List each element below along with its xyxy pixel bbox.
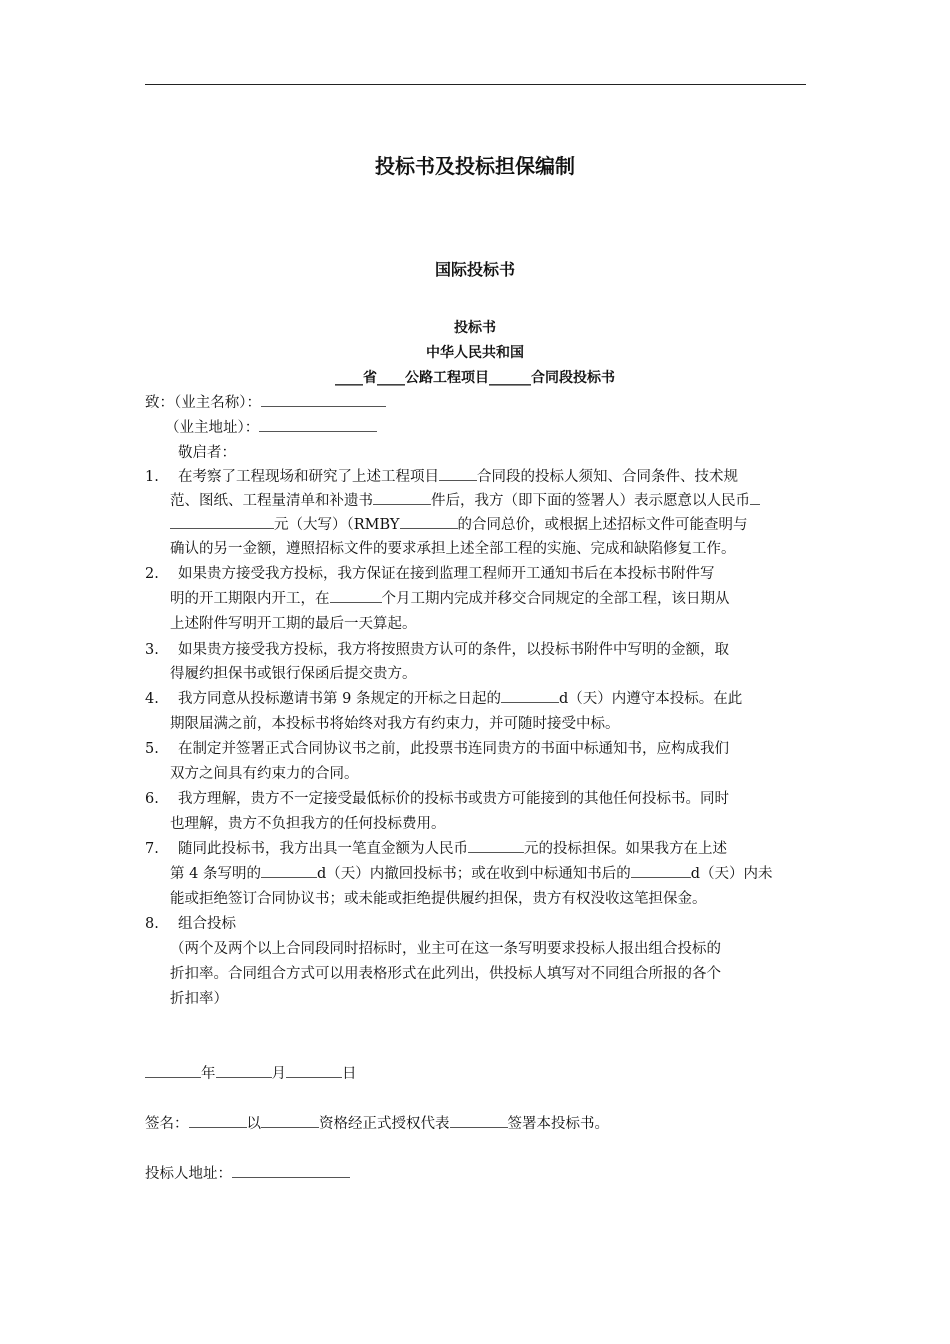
year-blank — [145, 1064, 201, 1078]
bidder-address-line — [145, 1164, 350, 1184]
item-5-number: 5. — [145, 741, 159, 757]
blank — [330, 589, 382, 603]
item-8-number: 8. — [145, 916, 159, 932]
bidder-address-label: 投标人地址： — [145, 1166, 232, 1183]
signature-line: 签名： 以 资格经正式授权代表 签署本投标书。 — [145, 1114, 609, 1134]
heading-country: 中华人民共和国 — [426, 345, 524, 361]
item-1-line-3: 元（大写）（RMBY 的合同总价，或根据上述招标文件可能查明与 — [170, 515, 748, 535]
item-3-line-1: 如果贵方接受我方投标，我方将按照贵方认可的条件，以投标书附件中写明的金额，取 — [178, 642, 729, 658]
item-1-line-4: 确认的另一金额，遵照招标文件的要求承担上述全部工程的实施、完成和缺陷修复工作。 — [170, 541, 736, 557]
to-owner-addr-line — [165, 418, 377, 438]
blank — [170, 515, 274, 529]
item-1-line-1: 在考察了工程现场和研究了上述工程项目 合同段的投标人须知、合同条件、技术规 — [178, 467, 738, 487]
item-5-line-2: 双方之间具有约束力的合同。 — [170, 766, 359, 782]
item-7-line-3: 能或拒绝签订合同协议书；或未能或拒绝提供履约担保，贵方有权没收这笔担保金。 — [170, 891, 707, 907]
item-1-number: 1. — [145, 469, 159, 485]
blank — [468, 839, 524, 853]
item-2-number: 2. — [145, 566, 159, 582]
top-rule — [145, 84, 806, 85]
blank — [631, 864, 691, 878]
blank — [400, 515, 458, 529]
month-label: 月 — [271, 1066, 286, 1083]
blank — [373, 491, 431, 505]
item-5-line-1: 在制定并签署正式合同协议书之前，此投票书连同贵方的书面中标通知书，应构成我们 — [178, 741, 729, 757]
signer-blank — [189, 1114, 247, 1128]
item-3-number: 3. — [145, 642, 159, 658]
bidder-address-blank — [232, 1164, 350, 1178]
item-2-line-3: 上述附件写明开工期的最后一天算起。 — [170, 616, 417, 632]
main-title: 投标书及投标担保编制 — [375, 154, 575, 178]
capacity-blank — [261, 1114, 319, 1128]
owner-addr-blank — [259, 418, 377, 432]
to-owner-name-line — [145, 393, 386, 413]
item-7-line-2: 第 4 条写明的 d（天）内撤回投标书；或在收到中标通知书后的 d（天）内未 — [170, 864, 773, 884]
item-1-line-2: 范、图纸、工程量清单和补遗书 件后，我方（即下面的签署人）表示愿意以人民币 — [170, 491, 760, 511]
month-blank — [216, 1064, 272, 1078]
item-6-number: 6. — [145, 791, 159, 807]
item-7-number: 7. — [145, 841, 159, 857]
day-label: 日 — [342, 1066, 357, 1083]
item-4-line-1: 我方同意从投标邀请书第 9 条规定的开标之日起的 d（天）内遵守本投标。在此 — [178, 689, 742, 709]
day-blank — [286, 1064, 342, 1078]
item-8-line-4: 折扣率） — [170, 991, 228, 1007]
heading-project: ____省____公路工程项目______合同段投标书 — [335, 370, 615, 386]
greeting: 敬启者： — [178, 445, 236, 461]
to-owner-name-label: 致：（业主名称）： — [145, 395, 261, 412]
item-6-line-1: 我方理解，贵方不一定接受最低标价的投标书或贵方可能接到的其他任何投标书。同时 — [178, 791, 729, 807]
heading-bid-letter: 投标书 — [454, 320, 496, 336]
blank — [750, 491, 760, 505]
item-3-line-2: 得履约担保书或银行保函后提交贵方。 — [170, 666, 417, 682]
to-owner-addr-label: （业主地址）： — [165, 420, 260, 437]
item-7-line-1: 随同此投标书，我方出具一笔直金额为人民币 元的投标担保。如果我方在上述 — [178, 839, 727, 859]
blank — [439, 467, 477, 481]
owner-name-blank — [261, 393, 386, 407]
item-4-line-2: 期限届满之前，本投标书将始终对我方有约束力，并可随时接受中标。 — [170, 716, 620, 732]
item-8-line-2: （两个及两个以上合同段同时招标时，业主可在这一条写明要求投标人报出组合投标的 — [170, 941, 721, 957]
item-8-line-1: 组合投标 — [178, 916, 236, 932]
item-2-line-2: 明的开工期限内开工，在 个月工期内完成并移交合同规定的全部工程，该日期从 — [170, 589, 730, 609]
item-4-number: 4. — [145, 691, 159, 707]
item-8-line-3: 折扣率。合同组合方式可以用表格形式在此列出，供投标人填写对不同组合所报的各个 — [170, 966, 721, 982]
item-6-line-2: 也理解，贵方不负担我方的任何投标费用。 — [170, 816, 446, 832]
year-label: 年 — [201, 1066, 216, 1083]
bidder-blank — [450, 1114, 508, 1128]
subtitle: 国际投标书 — [434, 260, 515, 279]
blank — [261, 864, 317, 878]
sign-label: 签名： — [145, 1116, 189, 1133]
blank — [501, 689, 559, 703]
item-2-line-1: 如果贵方接受我方投标，我方保证在接到监理工程师开工通知书后在本投标书附件写 — [178, 566, 715, 582]
date-line — [145, 1064, 357, 1084]
